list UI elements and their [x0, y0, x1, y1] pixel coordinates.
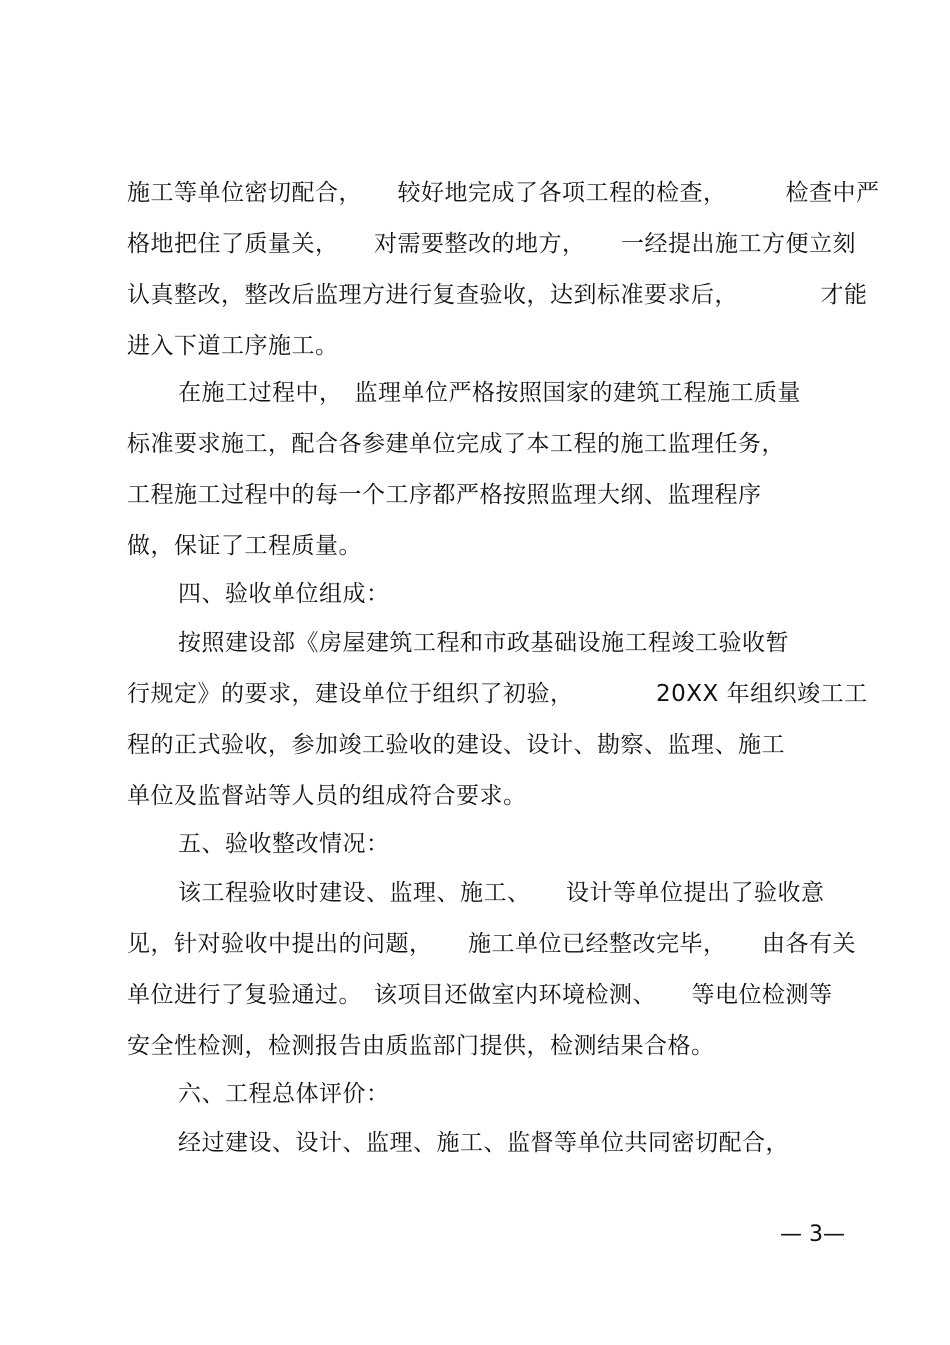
section-heading: 四、验收单位组成：	[178, 581, 390, 607]
text-line: 工程施工过程中的每一个工序都严格按照监理大纲、监理程序	[127, 482, 762, 508]
text-line: 标准要求施工，配合各参建单位完成了本工程的施工监理任务，	[127, 431, 785, 457]
paragraph-first-line: 经过建设、设计、监理、施工、监督等单位共同密切配合，	[178, 1130, 789, 1156]
text-line: 见，针对验收中提出的问题， 施工单位已经整改完毕， 由各有关	[127, 931, 856, 957]
text-line: 做，保证了工程质量。	[127, 533, 362, 559]
text-line: 行规定》的要求，建设单位于组织了初验， 20XX 年组织竣工工	[127, 681, 868, 707]
paragraph-first-line: 在施工过程中， 监理单位严格按照国家的建筑工程施工质量	[178, 380, 801, 406]
paragraph-first-line: 按照建设部《房屋建筑工程和市政基础设施工程竣工验收暂	[178, 630, 789, 656]
text-line: 单位进行了复验通过。 该项目还做室内环境检测、 等电位检测等	[127, 982, 833, 1008]
text-line: 安全性检测，检测报告由质监部门提供，检测结果合格。	[127, 1033, 715, 1059]
text-line: 施工等单位密切配合， 较好地完成了各项工程的检查， 检查中严	[127, 180, 880, 206]
paragraph-first-line: 该工程验收时建设、监理、施工、 设计等单位提出了验收意	[178, 880, 825, 906]
section-heading: 五、验收整改情况：	[178, 831, 390, 857]
text-line: 进入下道工序施工。	[127, 333, 339, 359]
page-number: — 3—	[780, 1222, 845, 1247]
text-line: 程的正式验收，参加竣工验收的建设、设计、勘察、监理、施工	[127, 732, 785, 758]
text-line: 格地把住了质量关， 对需要整改的地方， 一经提出施工方便立刻	[127, 231, 856, 257]
text-line: 认真整改，整改后监理方进行复查验收，达到标准要求后， 才能	[127, 282, 868, 308]
section-heading: 六、工程总体评价：	[178, 1081, 390, 1107]
text-line: 单位及监督站等人员的组成符合要求。	[127, 783, 527, 809]
